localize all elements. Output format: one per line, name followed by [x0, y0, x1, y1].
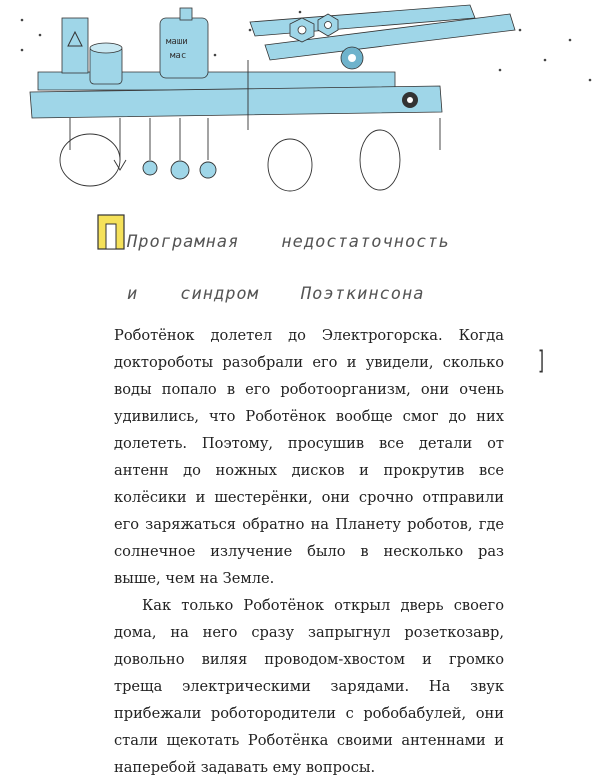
title-initial-p2 [95, 270, 129, 306]
paragraph-2: Как только Роботёнок открыл дверь своего дома, на него сразу запрыгнул розеткозавр, довольно виляя проводом-хвостом и громко треща электрическими зарядами. На звук прибежали роботородители с робобабулей, они стали щекотать Роботёнка своими антеннами и наперебой задавать ему вопросы. [114, 597, 504, 776]
title-initial-p [95, 212, 129, 252]
title-word-i: и [127, 284, 139, 304]
workshop-illustration [0, 0, 600, 210]
body-text [114, 322, 504, 781]
title-word-poetkinsona: Поэткинсона [300, 284, 425, 304]
title-word-nedostatochnost: недостаточность [281, 232, 450, 252]
chapter-title [95, 212, 515, 307]
paragraph-1: Роботёнок долетел до Электрогорска. Когда доктороботы разобрали его и увидели, сколько воды попало в его роботоорганизм, они очень удивились, что Роботёнок вообще смог до них долететь. Поэтому, просушив все детали от антенн до ножных дисков и прокрутив все колёсики и шестерёнки, они срочно отправили его заряжаться обратно на Планету роботов, где солнечное излучение было в несколько раз выше, чем на Земле. [114, 327, 504, 587]
jar-label-line1: маши [166, 37, 188, 47]
jar-label-line2: мас [170, 51, 187, 61]
chapter-title-line2 [127, 284, 425, 304]
chapter-title-line1 [127, 232, 450, 252]
title-word-programmnaya: Програмная [127, 232, 240, 252]
title-word-sindrom: синдром [180, 284, 259, 304]
margin-mark: ] [538, 346, 545, 376]
